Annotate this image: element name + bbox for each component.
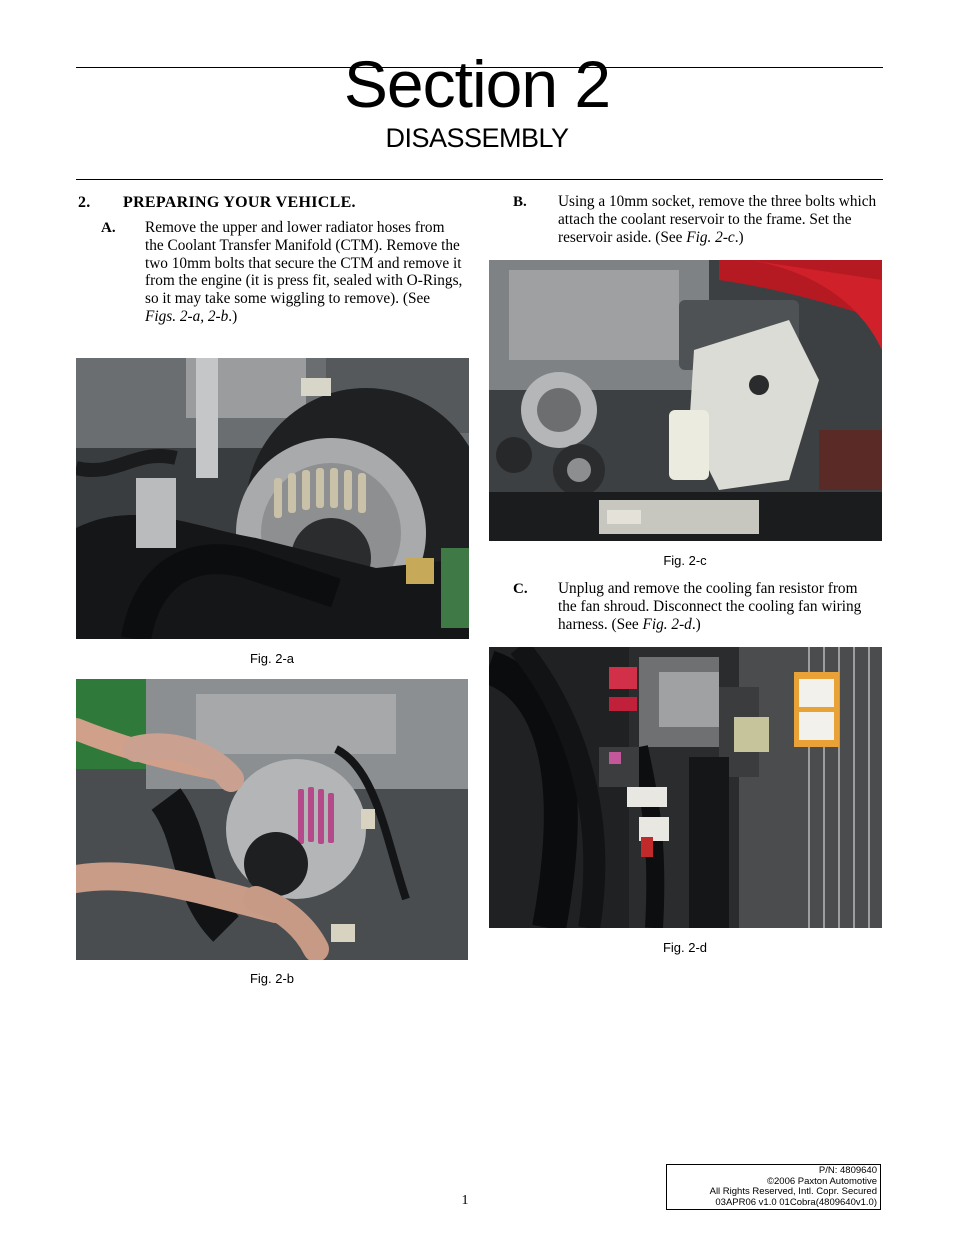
page-number: 1	[461, 1193, 469, 1208]
copyright-line: ©2006 Paxton Automotive	[767, 1175, 877, 1187]
figure-2c-photo	[489, 260, 882, 541]
step-b-body: Using a 10mm socket, remove the three bolts which attach the coolant reservoir to the frame. Set the reservoir aside. (See	[558, 193, 877, 246]
part-info-box	[666, 1164, 881, 1210]
step-c-letter: C.	[513, 581, 528, 597]
step-c-end: .)	[691, 615, 701, 633]
header-bottom-rule	[76, 179, 883, 180]
step-b-text	[558, 193, 878, 246]
step-a-letter: A.	[101, 220, 116, 236]
step-a-figure-ref: Figs. 2-a, 2-b	[145, 307, 229, 325]
figure-2a-photo	[76, 358, 469, 639]
step-c-body: Unplug and remove the cooling fan resistor from the fan shroud. Disconnect the cooling fan wiring harness. (See	[558, 580, 862, 633]
page-title: Section 2	[343, 47, 611, 121]
section-number: 2.	[78, 194, 91, 211]
figure-2d-caption: Fig. 2-d	[662, 940, 708, 955]
step-c-figure-ref: Fig. 2-d	[642, 615, 692, 633]
figure-2d-photo	[489, 647, 882, 928]
figure-2a-caption: Fig. 2-a	[249, 651, 295, 666]
step-a-end: .)	[228, 307, 238, 325]
section-heading: PREPARING YOUR VEHICLE.	[123, 194, 356, 211]
part-number: P/N: 4809640	[818, 1165, 877, 1176]
step-b-end: .)	[734, 228, 744, 246]
revision-line: 03APR06 v1.0 01Cobra(4809640v1.0)	[715, 1196, 877, 1208]
step-a-body: Remove the upper and lower radiator hoses from the Coolant Transfer Manifold (CTM). Remove the two 10mm bolts that secure the CTM and remove it from the engine (it is press fit, sealed with O-Rings, so it may take some wiggling to remove). (See	[145, 219, 463, 308]
step-b-figure-ref: Fig. 2-c	[686, 228, 735, 246]
page-subtitle: DISASSEMBLY	[385, 123, 569, 153]
figure-2b-caption: Fig. 2-b	[249, 971, 295, 986]
step-a-text	[145, 219, 463, 326]
step-c-text	[558, 580, 878, 633]
step-b-letter: B.	[513, 194, 527, 210]
rights-line: All Rights Reserved, Intl. Copr. Secured	[709, 1186, 877, 1198]
figure-2c-caption: Fig. 2-c	[663, 553, 707, 568]
figure-2b-photo	[76, 679, 468, 960]
